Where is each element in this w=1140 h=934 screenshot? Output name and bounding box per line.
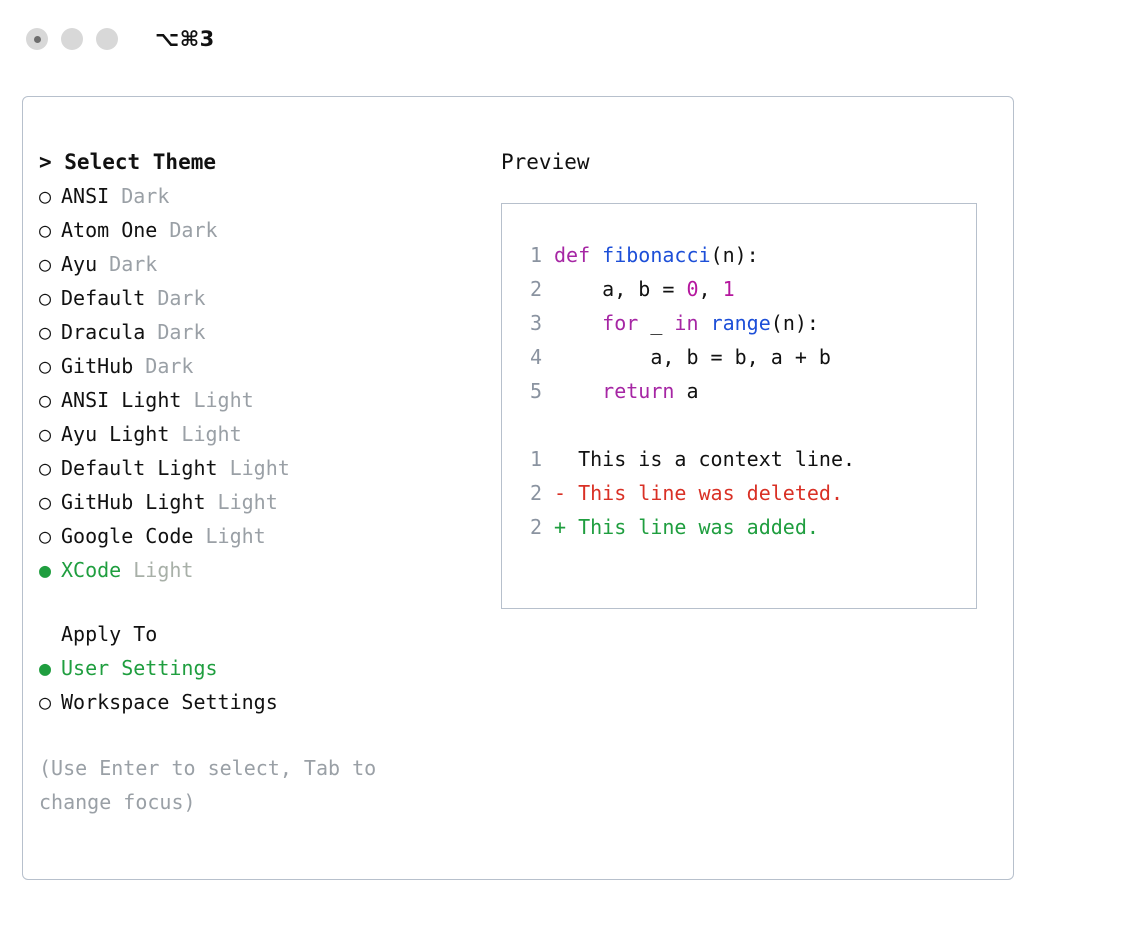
diff-text: This is a context line. — [554, 447, 856, 471]
option-label: Default Light — [61, 456, 218, 480]
keyboard-hint-text: (Use Enter to select, Tab to change focus) — [39, 756, 377, 814]
theme-option-google-code[interactable] — [39, 519, 479, 553]
theme-settings-panel — [22, 96, 1014, 880]
diff-text: - This line was deleted. — [554, 481, 843, 505]
code-line — [520, 238, 976, 272]
code-line — [520, 306, 976, 340]
radio-unselected-icon: ○ — [39, 286, 52, 310]
code-token: a, b = — [554, 277, 687, 301]
apply-option-workspace-settings[interactable] — [39, 685, 479, 719]
radio-unselected-icon: ○ — [39, 690, 52, 714]
radio-selected-icon: ● — [39, 656, 52, 680]
option-variant-label: Dark — [109, 184, 170, 208]
code-token: for — [602, 311, 639, 335]
option-variant-label: Light — [205, 490, 278, 514]
radio-unselected-icon: ○ — [39, 422, 52, 446]
theme-option-dracula[interactable] — [39, 315, 479, 349]
option-label: GitHub — [61, 354, 134, 378]
code-preview — [520, 238, 976, 408]
option-label: GitHub Light — [61, 490, 206, 514]
title-bar — [0, 0, 1140, 78]
option-label: XCode — [61, 558, 122, 582]
code-token: in — [674, 311, 699, 335]
line-number: 2 — [529, 277, 542, 301]
radio-unselected-icon: ○ — [39, 354, 52, 378]
theme-selection-column — [39, 145, 479, 819]
code-line — [520, 374, 976, 408]
code-token: fibonacci — [602, 243, 711, 267]
preview-heading: Preview — [501, 150, 590, 174]
code-token: return — [602, 379, 675, 403]
line-number: 3 — [529, 311, 542, 335]
option-label: Default — [61, 286, 146, 310]
option-label: Dracula — [61, 320, 146, 344]
code-token: (n): — [710, 243, 759, 267]
line-number: 1 — [529, 243, 542, 267]
radio-unselected-icon: ○ — [39, 320, 52, 344]
radio-unselected-icon: ○ — [39, 456, 52, 480]
line-number: 2 — [529, 515, 542, 539]
diff-line — [520, 442, 976, 476]
diff-line — [520, 510, 976, 544]
option-variant-label: Dark — [133, 354, 194, 378]
code-token: (n): — [770, 311, 819, 335]
code-line — [520, 340, 976, 374]
radio-unselected-icon: ○ — [39, 388, 52, 412]
select-theme-heading: > Select Theme — [39, 150, 217, 174]
code-token — [699, 311, 711, 335]
theme-option-github[interactable] — [39, 349, 479, 383]
theme-option-ayu-light[interactable] — [39, 417, 479, 451]
radio-unselected-icon: ○ — [39, 490, 52, 514]
theme-option-ansi[interactable] — [39, 179, 479, 213]
radio-unselected-icon: ○ — [39, 524, 52, 548]
code-token: def — [554, 243, 603, 267]
traffic-light-buttons — [26, 28, 118, 50]
code-line — [520, 272, 976, 306]
code-token: a, b = b, a + b — [554, 345, 831, 369]
theme-option-list[interactable] — [39, 179, 479, 587]
apply-to-heading: Apply To — [61, 622, 158, 646]
code-token: 0 — [686, 277, 699, 301]
theme-option-ansi-light[interactable] — [39, 383, 479, 417]
option-variant-label: Light — [169, 422, 242, 446]
option-label: Ayu Light — [61, 422, 170, 446]
preview-box — [501, 203, 977, 609]
radio-unselected-icon: ○ — [39, 184, 52, 208]
option-label: ANSI — [61, 184, 110, 208]
theme-option-default-light[interactable] — [39, 451, 479, 485]
option-label: Ayu — [61, 252, 98, 276]
diff-preview — [520, 442, 976, 544]
code-token: _ — [638, 311, 675, 335]
line-number: 2 — [529, 481, 542, 505]
option-variant-label: Light — [181, 388, 254, 412]
radio-unselected-icon: ○ — [39, 218, 52, 242]
spacer — [520, 408, 976, 442]
option-label: ANSI Light — [61, 388, 182, 412]
theme-option-default[interactable] — [39, 281, 479, 315]
line-number: 1 — [529, 447, 542, 471]
radio-selected-icon: ● — [39, 558, 52, 582]
option-variant-label: Dark — [145, 320, 206, 344]
keyboard-shortcut-label: ⌥⌘3 — [155, 27, 215, 51]
preview-column — [501, 145, 991, 609]
apply-option-user-settings[interactable] — [39, 651, 479, 685]
code-token: 1 — [722, 277, 735, 301]
option-variant-label: Light — [121, 558, 194, 582]
theme-option-atom-one[interactable] — [39, 213, 479, 247]
option-variant-label: Light — [217, 456, 290, 480]
window-maximize-icon[interactable] — [96, 28, 118, 50]
option-label: User Settings — [61, 656, 218, 680]
window-minimize-icon[interactable] — [61, 28, 83, 50]
window-close-icon[interactable] — [26, 28, 48, 50]
theme-option-xcode[interactable] — [39, 553, 479, 587]
option-label: Google Code — [61, 524, 194, 548]
theme-option-ayu[interactable] — [39, 247, 479, 281]
code-token: range — [710, 311, 771, 335]
code-token — [554, 311, 602, 335]
option-label: Atom One — [61, 218, 158, 242]
code-token — [554, 379, 602, 403]
option-variant-label: Light — [193, 524, 266, 548]
option-label: Workspace Settings — [61, 690, 278, 714]
line-number: 5 — [529, 379, 542, 403]
line-number: 4 — [529, 345, 542, 369]
apply-to-option-list[interactable] — [39, 651, 479, 719]
option-variant-label: Dark — [145, 286, 206, 310]
code-token: a — [674, 379, 699, 403]
option-variant-label: Dark — [97, 252, 158, 276]
code-token: , — [698, 277, 723, 301]
diff-line — [520, 476, 976, 510]
theme-option-github-light[interactable] — [39, 485, 479, 519]
radio-unselected-icon: ○ — [39, 252, 52, 276]
diff-text: + This line was added. — [554, 515, 819, 539]
option-variant-label: Dark — [157, 218, 218, 242]
